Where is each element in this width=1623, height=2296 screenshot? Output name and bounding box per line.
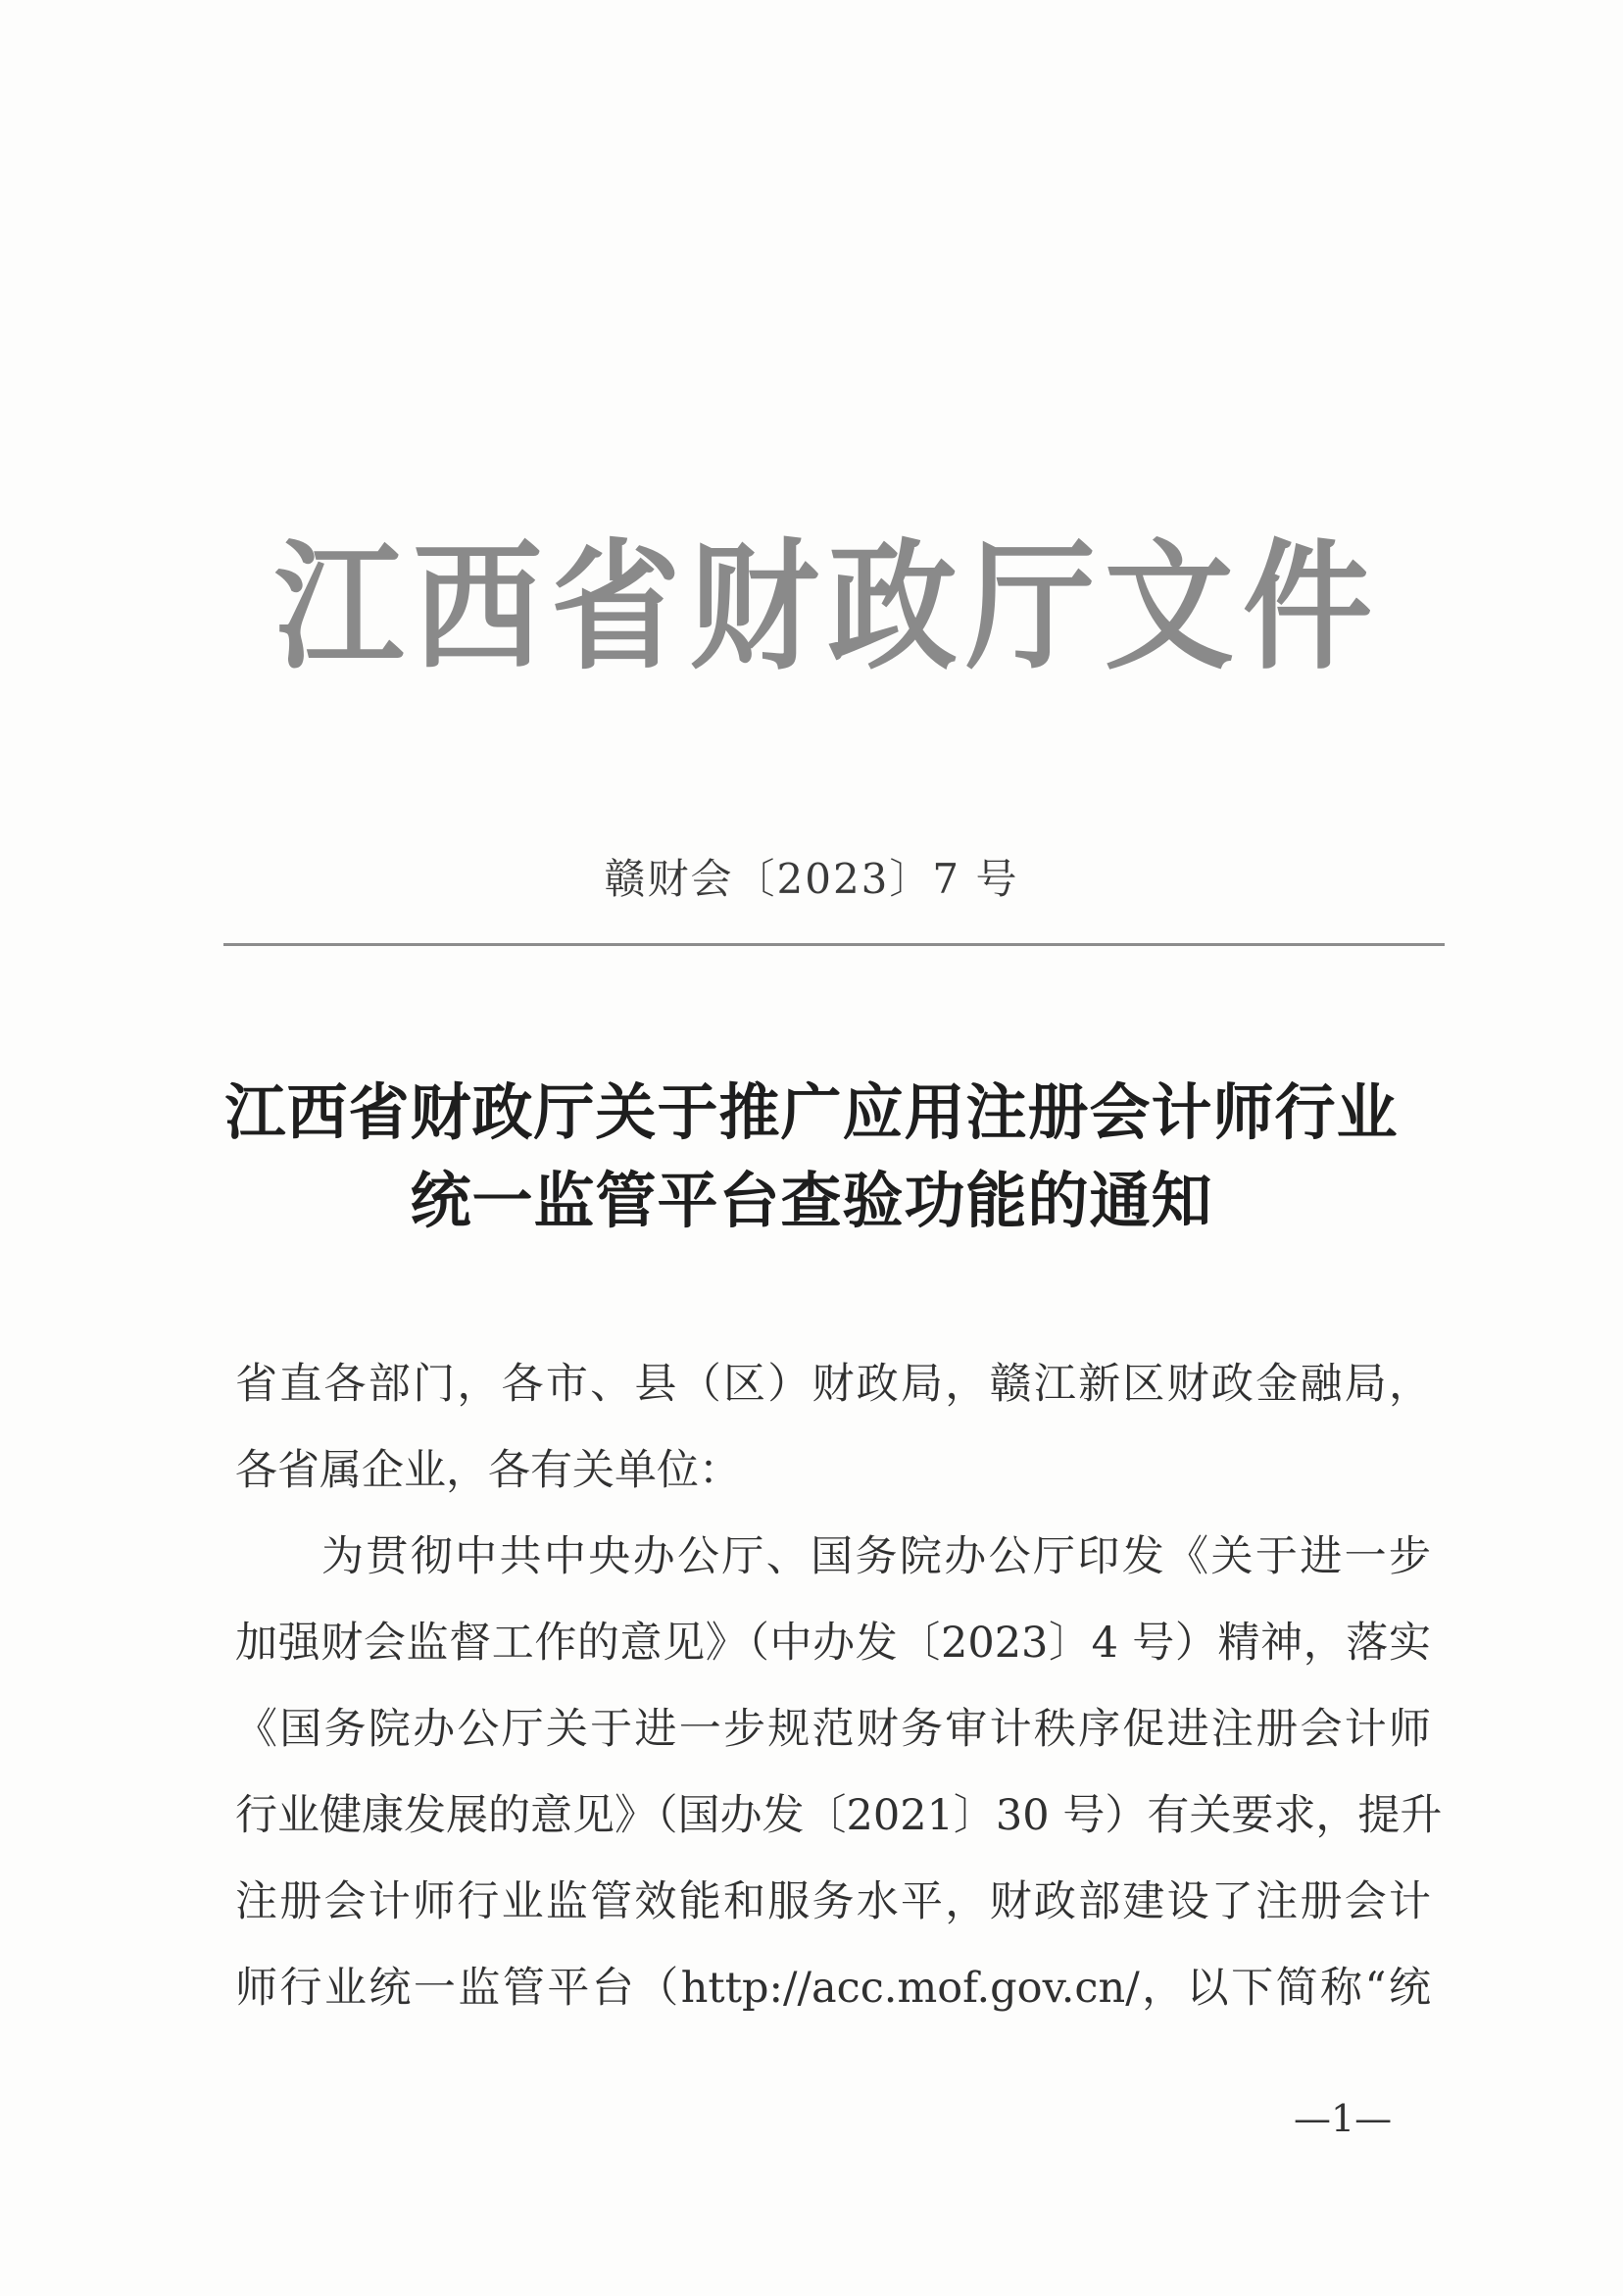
header-char: 西	[413, 525, 543, 690]
body-line: 行业健康发展的意见》（国办发〔2021〕30 号）有关要求，提升	[235, 1791, 1443, 1840]
notice-body	[235, 1341, 1443, 2031]
header-char: 江	[274, 525, 404, 690]
body-line: 《国务院办公厅关于进一步规范财务审计秩序促进注册会计师	[235, 1705, 1431, 1754]
notice-title-line-1: 江西省财政厅关于推广应用注册会计师行业	[224, 1076, 1399, 1148]
body-line-paragraph-start: 为贯彻中共中央办公厅、国务院办公厅印发《关于进一步	[321, 1532, 1431, 1581]
body-line: 注册会计师行业监管效能和服务水平，财政部建设了注册会计	[235, 1877, 1431, 1926]
header-char: 件	[1242, 525, 1372, 690]
header-char: 政	[827, 525, 958, 690]
header-char: 省	[551, 525, 681, 690]
page-number: —1—	[1294, 2097, 1393, 2140]
header-char: 厅	[965, 525, 1096, 690]
header-char: 财	[689, 525, 819, 690]
header-divider	[223, 943, 1445, 946]
document-number: 赣财会〔2023〕7 号	[604, 855, 1019, 903]
header-char: 文	[1104, 525, 1234, 690]
body-line: 师行业统一监管平台（http://acc.mof.gov.cn/，以下简称“统	[235, 1964, 1431, 2013]
body-line: 加强财会监督工作的意见》（中办发〔2023〕4 号）精神，落实	[235, 1619, 1431, 1668]
body-line-addressee-cont: 各省属企业，各有关单位：	[235, 1446, 741, 1495]
notice-title-line-2: 统一监管平台查验功能的通知	[410, 1165, 1213, 1236]
notice-title	[0, 1069, 1623, 1245]
issuer-header	[274, 525, 1372, 690]
body-line-addressee: 省直各部门，各市、县（区）财政局，赣江新区财政金融局，	[235, 1360, 1431, 1409]
